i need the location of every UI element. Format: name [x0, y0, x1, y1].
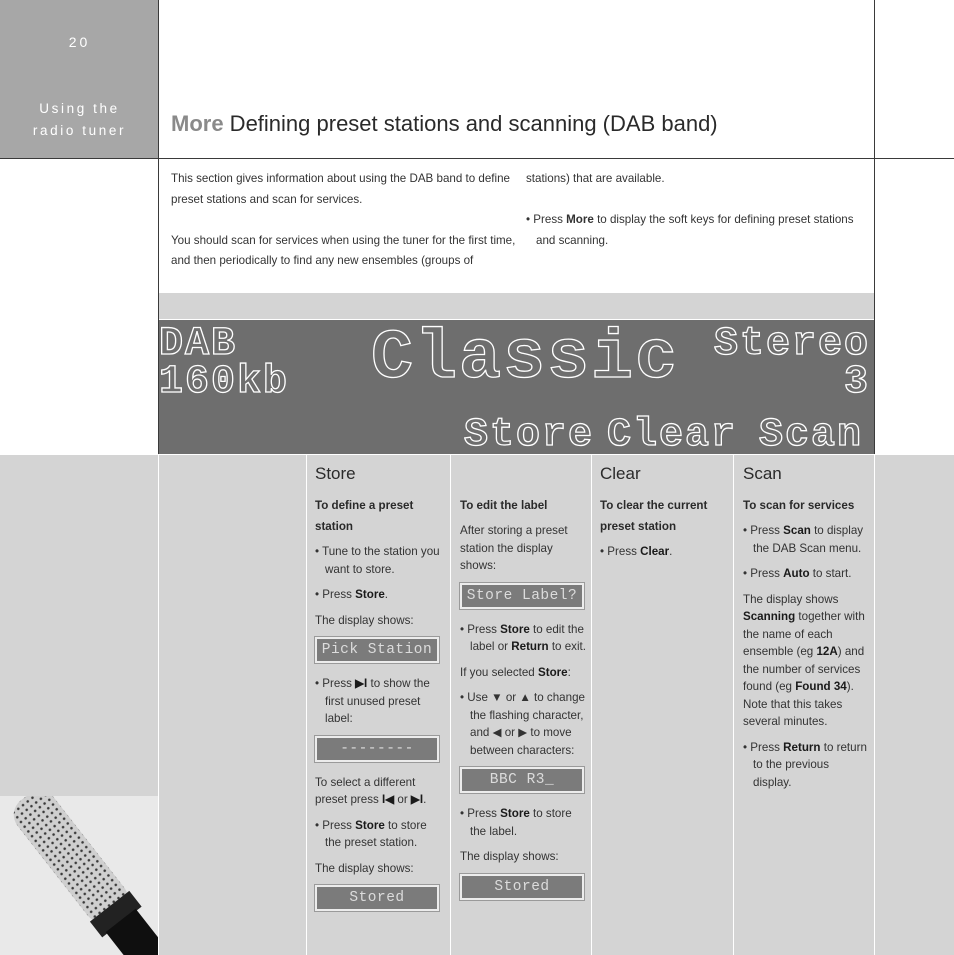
edit-display-note: The display shows:: [460, 850, 559, 863]
edit-step-1: • Press Store to edit the label or Return to exit.: [460, 622, 586, 653]
store-display-note-1: The display shows:: [315, 613, 414, 627]
title-text: Defining preset stations and scanning (DAB band): [223, 111, 718, 136]
lcd-store-label: Store Label?: [460, 583, 584, 609]
lcd-bbc-r3: BBC R3_: [460, 767, 584, 793]
scan-note-g: ). Note that this takes several minutes.: [743, 680, 854, 728]
store-column: [315, 463, 443, 923]
intro-paragraph-3: stations) that are available.: [526, 172, 665, 185]
clear-column: [600, 463, 726, 569]
clear-step-1: • Press Clear.: [600, 545, 673, 558]
lcd-unused-label: --------: [315, 736, 439, 762]
scan-subheading: To scan for services: [743, 499, 855, 512]
scan-step-1-post: to display the DAB Scan menu.: [753, 524, 864, 555]
intro-bullet-key: More: [566, 213, 594, 226]
edit-selected-pre: If you selected: [460, 665, 538, 679]
store-heading: Store: [315, 464, 356, 483]
col-divider-3: [591, 455, 592, 955]
edit-selected-key: Store: [537, 665, 568, 679]
store-step-4-post: to store the preset station.: [325, 818, 427, 849]
product-photo: [0, 796, 158, 955]
edit-step-1-key-store: Store: [500, 622, 530, 636]
scan-note-e: ) and the number of services found (eg: [743, 645, 865, 693]
scan-step-2-pre: Press: [750, 567, 784, 580]
lcd-stored: Stored: [315, 885, 439, 911]
scan-note-found: Found 34: [795, 680, 847, 693]
edit-step-1-mid: to edit the label or: [470, 622, 584, 653]
scan-note-scanning: Scanning: [743, 610, 796, 623]
edit-step-1-key-return: Return: [511, 640, 549, 653]
scan-step-2-key: Auto: [783, 567, 810, 580]
col-divider-5: [874, 455, 875, 955]
clear-step-1-pre: Press: [607, 545, 641, 558]
store-step-2: • Press Store.: [315, 588, 389, 601]
edit-step-3-key: Store: [500, 807, 530, 820]
scan-note-ensemble: 12A: [816, 645, 838, 658]
intro-bullet: • Press More to display the soft keys for defining preset stations and scanning.: [526, 213, 854, 247]
scan-note-c: together with the name of each ensemble (eg: [743, 610, 865, 658]
col-divider-1: [306, 455, 307, 955]
softkey-store: Store: [464, 413, 595, 454]
edit-label-column: [460, 495, 588, 912]
display-station-name: Classic: [371, 320, 680, 399]
store-display-note-2: The display shows:: [315, 861, 414, 875]
scan-step-3-pre: Press: [750, 740, 784, 754]
page-title: [171, 111, 718, 137]
title-more: More: [171, 111, 224, 136]
store-step-2-key: Store: [355, 588, 385, 601]
store-step-1-text: Tune to the station you want to store.: [322, 545, 440, 576]
lcd-pick-station: Pick Station: [315, 637, 439, 663]
scan-heading: Scan: [743, 464, 782, 483]
store-subheading: To define a preset station: [315, 499, 414, 533]
scan-step-3-post: to return to the previous display.: [753, 740, 867, 789]
panel-top-rule: [0, 454, 954, 455]
scan-step-1-pre: Press: [750, 524, 784, 537]
clear-step-1-post: .: [669, 545, 673, 558]
edit-step-2-text: Use ▼ or ▲ to change the flashing character, and ◀ or ▶ to move between characters:: [467, 691, 585, 757]
section-label: [0, 98, 159, 142]
edit-step-3: • Press Store to store the label.: [460, 807, 572, 838]
edit-selected-note: [460, 664, 588, 682]
intro-bullet-pre: Press: [533, 213, 567, 226]
store-step-4-key: Store: [355, 818, 385, 832]
intro-right-column: [526, 169, 866, 272]
section-label-line2: radio tuner: [32, 123, 127, 138]
intro-paragraph-1: This section gives information about using the DAB band to define preset stations and scan for services.: [171, 172, 510, 206]
scan-step-3-key: Return: [783, 740, 821, 754]
gray-strip: [159, 293, 874, 319]
scan-step-3: • Press Return to return to the previous display.: [743, 740, 867, 789]
store-step-2-post: .: [384, 588, 389, 601]
store-step-3-pre: Press: [322, 677, 356, 690]
softkey-clear: Clear: [607, 413, 738, 454]
edit-step-1-post: to exit.: [548, 640, 586, 653]
clear-subheading: To clear the current preset station: [600, 499, 708, 533]
intro-paragraph-2: You should scan for services when using the tuner for the first time, and then periodically to find any new ensembles (groups of: [171, 233, 516, 267]
next-icon-2: ▶I: [410, 793, 424, 806]
store-select-mid: or: [394, 793, 411, 806]
store-step-3: • Press ▶I to show the first unused preset label:: [315, 677, 430, 725]
previous-icon: I◀: [382, 793, 395, 806]
store-step-2-pre: Press: [322, 588, 356, 601]
header-divider: [0, 158, 954, 159]
softkey-scan: Scan: [759, 413, 864, 454]
dot-matrix-display: [159, 320, 874, 454]
next-icon: ▶I: [355, 677, 368, 690]
display-bitrate: 160kb: [159, 360, 290, 405]
scan-column: [743, 463, 867, 799]
edit-label-intro: After storing a preset station the display shows:: [460, 524, 568, 572]
col-divider-2: [450, 455, 451, 955]
intro-bullet-post: to display the soft keys for defining preset stations and scanning.: [536, 213, 854, 247]
page-number: 20: [68, 34, 91, 50]
edit-label-subheading: To edit the label: [460, 499, 548, 512]
lcd-stored-2: Stored: [460, 874, 584, 900]
display-stereo: Stereo: [713, 322, 870, 367]
store-select-pre: To select a different preset press: [315, 775, 416, 806]
intro-left-column: [171, 169, 516, 292]
display-preset-number: 3: [843, 360, 870, 405]
speaker-grille-image: [0, 796, 158, 955]
col-divider-4: [733, 455, 734, 955]
store-select-post: .: [423, 793, 427, 806]
section-label-line1: Using the: [39, 101, 120, 116]
store-select-note: [315, 774, 443, 809]
edit-step-2: • Use ▼ or ▲ to change the flashing character, and ◀ or ▶ to move between characters:: [460, 691, 585, 757]
store-step-1: • Tune to the station you want to store.: [315, 545, 440, 576]
scan-step-2-post: to start.: [809, 567, 852, 580]
store-step-3-post: to show the first unused preset label:: [325, 677, 430, 725]
store-step-4-pre: Press: [322, 818, 356, 832]
col-divider-0: [158, 455, 159, 955]
scan-step-1-key: Scan: [783, 524, 811, 537]
scan-step-1: • Press Scan to display the DAB Scan menu.: [743, 524, 864, 555]
clear-heading: Clear: [600, 464, 641, 483]
display-band: DAB: [159, 322, 238, 367]
scan-note-a: The display shows: [743, 592, 839, 606]
edit-selected-post: :: [567, 665, 571, 679]
scan-step-2: • Press Auto to start.: [743, 567, 852, 580]
edit-step-3-post: to store the label.: [470, 807, 572, 838]
edit-step-3-pre: Press: [467, 807, 501, 820]
scan-display-note: [743, 591, 867, 731]
store-step-4: • Press Store to store the preset station.: [315, 818, 427, 849]
clear-step-1-key: Clear: [640, 545, 670, 558]
edit-step-1-pre: Press: [467, 622, 501, 636]
